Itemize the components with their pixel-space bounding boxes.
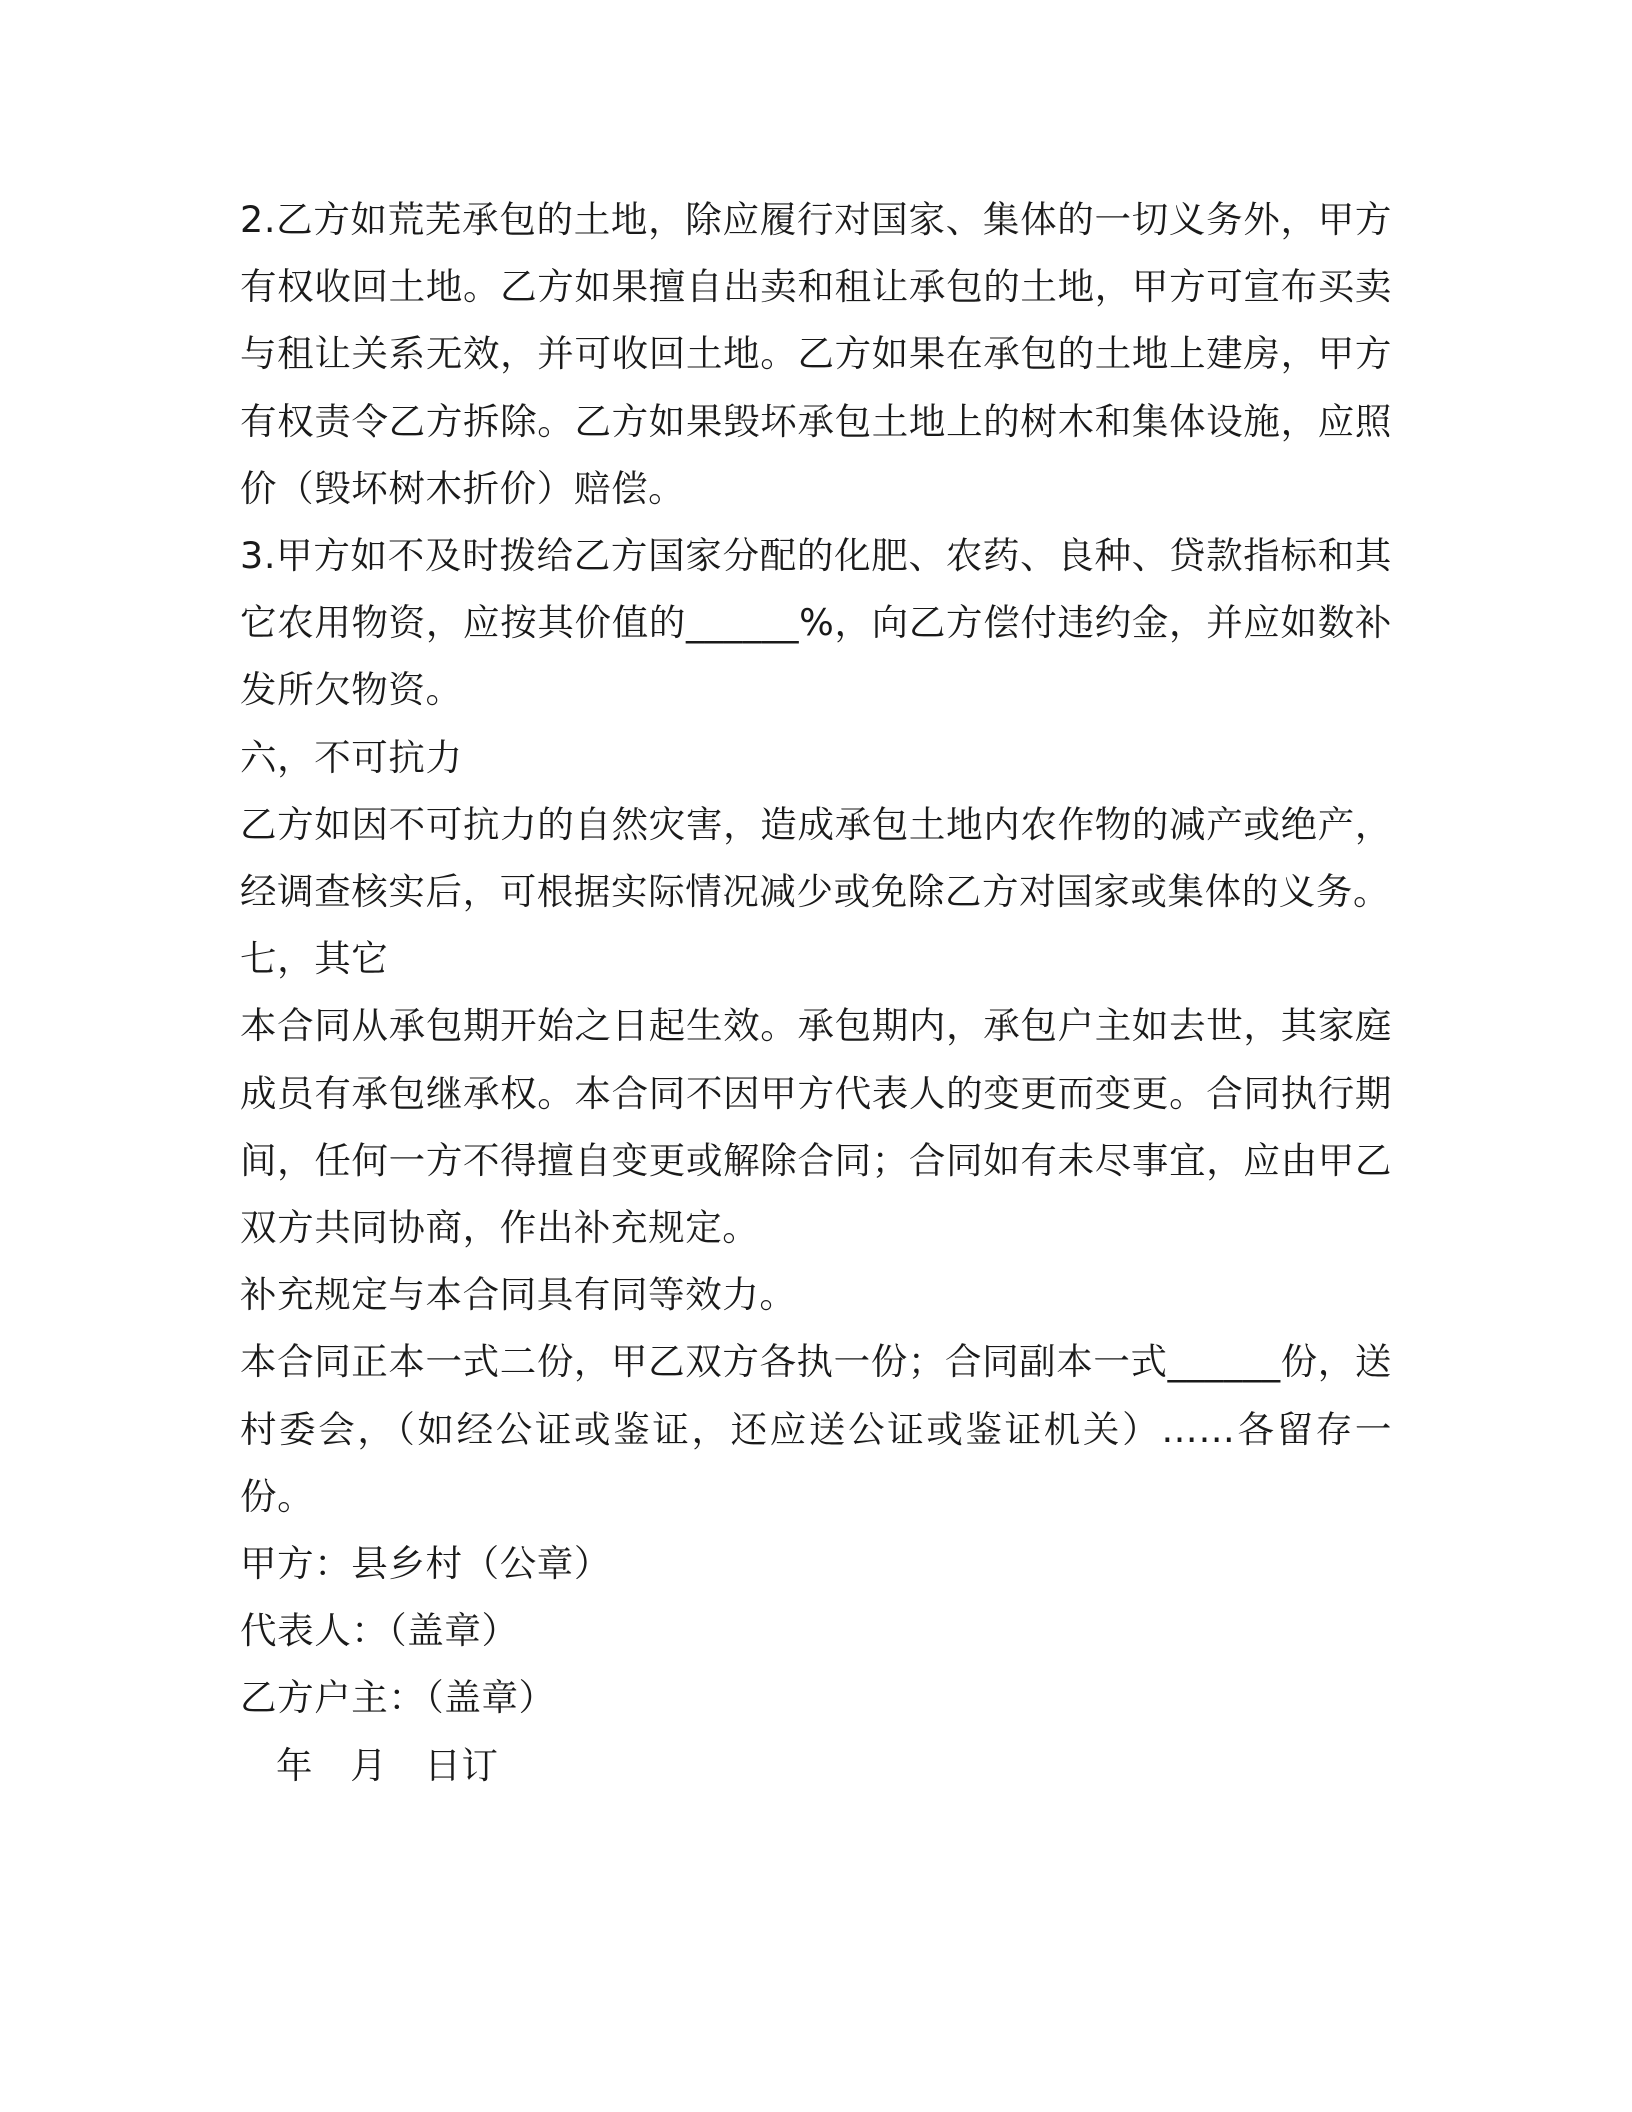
clause-2: 2.乙方如荒芜承包的土地，除应履行对国家、集体的一切义务外，甲方有权收回土地。乙方如果擅自出卖和租让承包的土地，甲方可宣布买卖与租让关系无效，并可收回土地。乙方如果在承包的土地上建房，甲方有权责令乙方拆除。乙方如果毁坏承包土地上的树木和集体设施，应照价（毁坏树木折价）赔偿。 — [240, 198, 1392, 510]
section-6-heading: 六，不可抗力 — [240, 735, 463, 779]
signing-date: 年 月 日订 — [276, 1743, 499, 1787]
section-7-copies-clause: 本合同正本一式二份，甲乙双方各执一份；合同副本一式______份，送村委会，（如经公证或鉴证，还应送公证或鉴证机关）……各留存一份。 — [240, 1340, 1392, 1518]
representative-signature: 代表人：（盖章） — [240, 1609, 519, 1653]
party-a-signature: 甲方：县乡村（公章） — [240, 1542, 611, 1586]
document-body — [240, 186, 1392, 1799]
section-6-text: 乙方如因不可抗力的自然灾害，造成承包土地内农作物的减产或绝产，经调查核实后，可根据实际情况减少或免除乙方对国家或集体的义务。 — [240, 802, 1392, 914]
section-7-equal-effect-clause: 补充规定与本合同具有同等效力。 — [240, 1273, 797, 1317]
section-7-heading: 七，其它 — [240, 937, 389, 981]
section-7-effective-clause: 本合同从承包期开始之日起生效。承包期内，承包户主如去世，其家庭成员有承包继承权。本合同不因甲方代表人的变更而变更。合同执行期间，任何一方不得擅自变更或解除合同；合同如有未尽事宜，应由甲乙双方共同协商，作出补充规定。 — [240, 1004, 1392, 1250]
party-b-signature: 乙方户主：（盖章） — [240, 1676, 556, 1720]
clause-3: 3.甲方如不及时拨给乙方国家分配的化肥、农药、良种、贷款指标和其它农用物资，应按其价值的______%，向乙方偿付违约金，并应如数补发所欠物资。 — [240, 534, 1392, 712]
